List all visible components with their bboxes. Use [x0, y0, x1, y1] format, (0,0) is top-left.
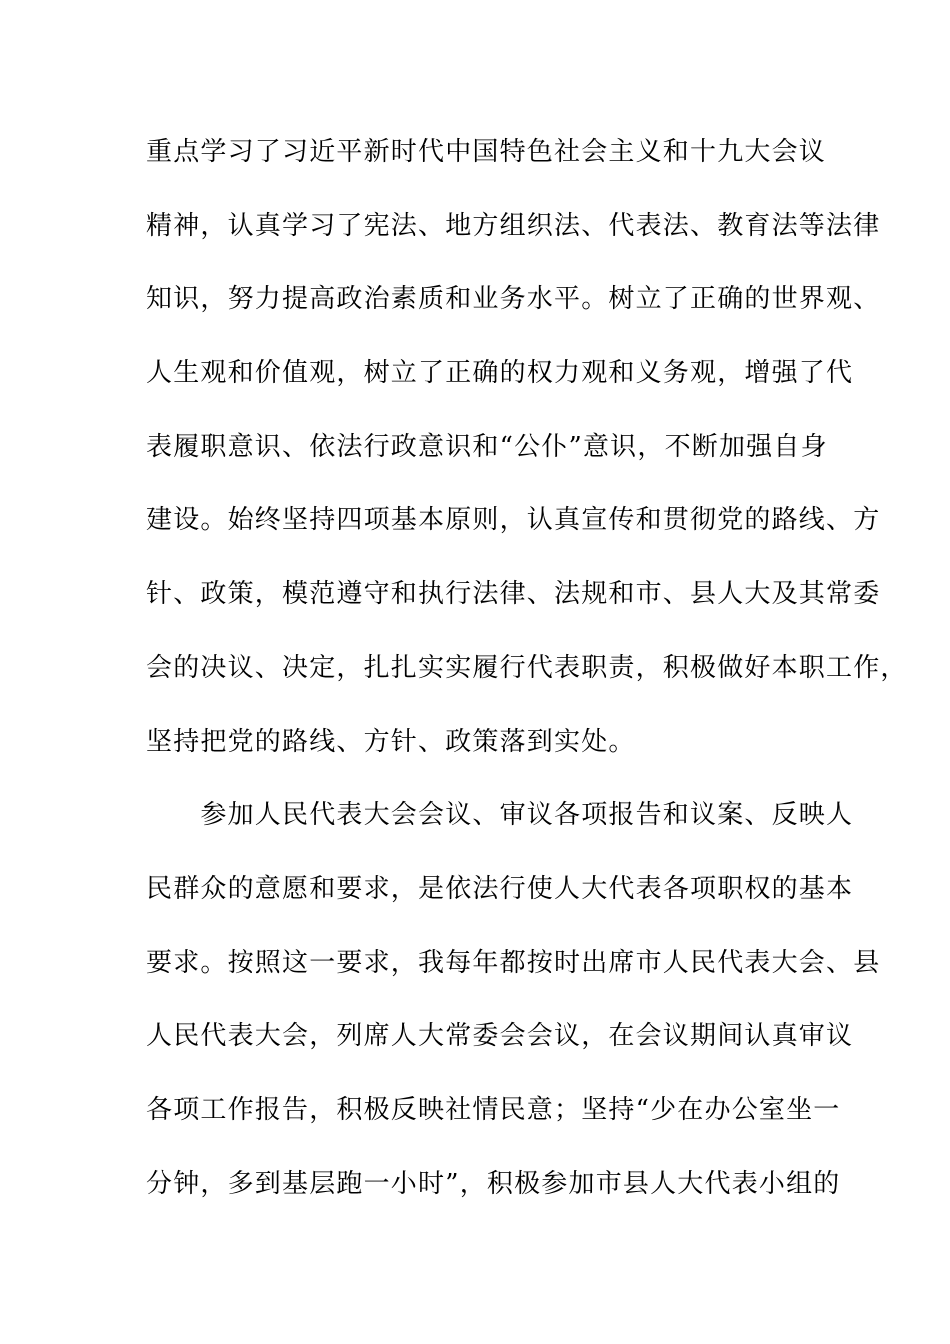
- text-line: 坚持把党的路线、方针、政策落到实处。: [146, 726, 636, 757]
- text-line: 知识，努力提高政治素质和业务水平。树立了正确的世界观、: [146, 284, 881, 315]
- text-line: 表履职意识、依法行政意识和“公仆”意识，不断加强自身: [146, 431, 828, 462]
- text-line: 要求。按照这一要求，我每年都按时出席市人民代表大会、县: [146, 947, 881, 978]
- text-line: 人生观和价值观，树立了正确的权力观和义务观，增强了代: [146, 358, 854, 389]
- text-line: 针、政策，模范遵守和执行法律、法规和市、县人大及其常委: [146, 579, 881, 610]
- text-line: 精神，认真学习了宪法、地方组织法、代表法、教育法等法律: [146, 210, 881, 241]
- text-line: 建设。始终坚持四项基本原则，认真宣传和贯彻党的路线、方: [146, 505, 881, 536]
- text-line: 参加人民代表大会会议、审议各项报告和议案、反映人: [146, 800, 854, 831]
- text-line: 会的决议、决定，扎扎实实履行代表职责，积极做好本职工作，: [146, 652, 908, 683]
- text-line: 分钟，多到基层跑一小时”，积极参加市县人大代表小组的: [146, 1168, 841, 1199]
- text-line: 民群众的意愿和要求，是依法行使人大代表各项职权的基本: [146, 873, 854, 904]
- text-line: 人民代表大会，列席人大常委会会议，在会议期间认真审议: [146, 1021, 854, 1052]
- text-line: 重点学习了习近平新时代中国特色社会主义和十九大会议: [146, 137, 827, 167]
- body-text: [146, 128, 908, 1233]
- text-line: 各项工作报告，积极反映社情民意；坚持“少在办公室坐一: [146, 1094, 841, 1125]
